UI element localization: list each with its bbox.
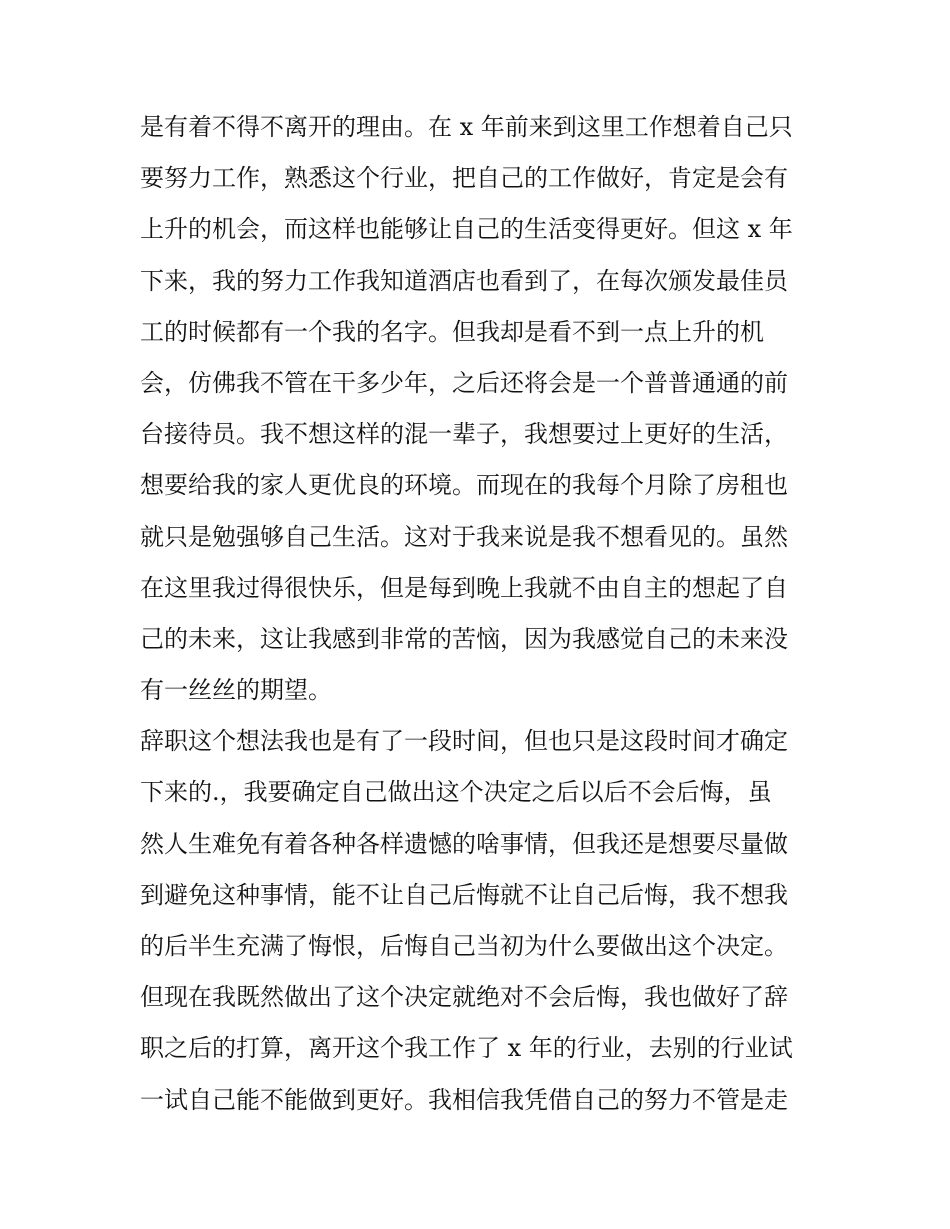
text-line-20: 一试自己能不能做到更好。我相信我凭借自己的努力不管是走	[140, 1085, 788, 1114]
text-line-9: 就只是勉强够自己生活。这对于我来说是我不想看见的。虽然	[140, 522, 788, 551]
text-line-8: 想要给我的家人更优良的环境。而现在的我每个月除了房租也	[140, 471, 788, 500]
body-text	[140, 102, 820, 1126]
text-line-13: 辞职这个想法我也是有了一段时间，但也只是这段时间才确定	[140, 727, 788, 756]
text-line-15: 然人生难免有着各种各样遗憾的啥事情，但我还是想要尽量做	[140, 829, 788, 858]
text-line-1: 是有着不得不离开的理由。在 x 年前来到这里工作想着自己只	[140, 113, 793, 141]
text-line-6: 会，仿佛我不管在干多少年，之后还将会是一个普普通通的前	[140, 368, 788, 397]
text-line-10: 在这里我过得很快乐，但是每到晚上我就不由自主的想起了自	[140, 573, 788, 602]
text-line-17: 的后半生充满了悔恨，后悔自己当初为什么要做出这个决定。	[140, 932, 788, 960]
text-line-11: 己的未来，这让我感到非常的苦恼，因为我感觉自己的未来没	[140, 624, 788, 653]
text-line-18: 但现在我既然做出了这个决定就绝对不会后悔，我也做好了辞	[140, 983, 788, 1012]
text-line-14: 下来的.，我要确定自己做出这个决定之后以后不会后悔，虽	[140, 778, 772, 807]
text-line-16: 到避免这种事情，能不让自己后悔就不让自己后悔，我不想我	[140, 880, 788, 909]
text-line-4: 下来，我的努力工作我知道酒店也看到了，在每次颁发最佳员	[140, 266, 788, 295]
text-line-19: 职之后的打算，离开这个我工作了 x 年的行业，去别的行业试	[140, 1034, 793, 1063]
text-line-2: 要努力工作，熟悉这个行业，把自己的工作做好，肯定是会有	[140, 164, 788, 193]
text-line-12: 有一丝丝的期望。	[140, 676, 332, 705]
text-line-3: 上升的机会，而这样也能够让自己的生活变得更好。但这 x 年	[140, 215, 793, 244]
text-line-7: 台接待员。我不想这样的混一辈子，我想要过上更好的生活，	[140, 420, 788, 449]
text-line-5: 工的时候都有一个我的名字。但我却是看不到一点上升的机	[140, 317, 764, 346]
